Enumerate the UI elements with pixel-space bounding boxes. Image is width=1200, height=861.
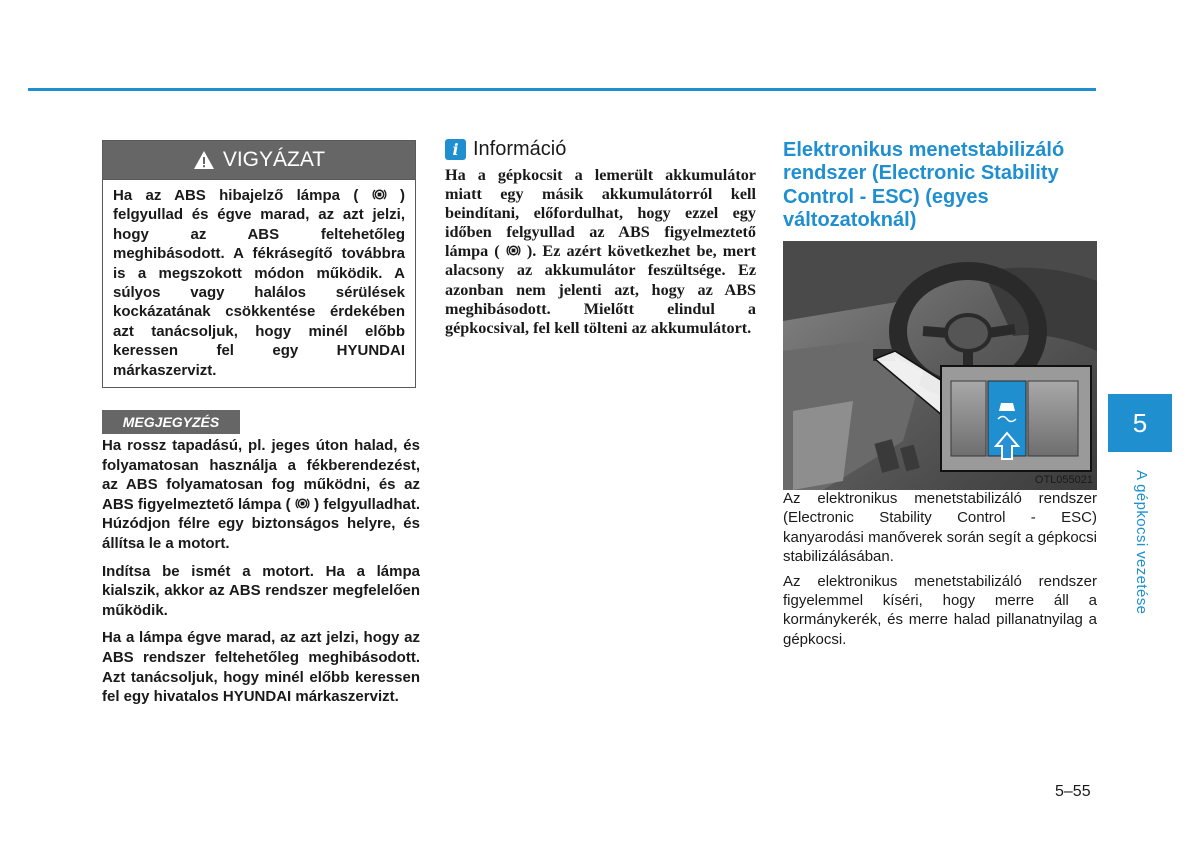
esc-button-photo xyxy=(783,241,1097,490)
note-paragraph: Ha rossz tapadású, pl. jeges úton halad, és folyamatosan használja a fékberendezést, az ABS folyamatosan fog működni, és az ABS figyelmeztető lámpa ( ) felgyulladhat. Húzódjon félre egy biztonságos helyre, és állítsa le a motort. xyxy=(102,437,421,552)
info-title: Információ xyxy=(473,138,567,160)
page-number: 5–55 xyxy=(1055,783,1091,800)
warning-box xyxy=(102,140,416,388)
info-icon: i xyxy=(445,139,466,160)
caption-paragraph: Az elektronikus menetstabilizáló rendszer (Electronic Stability Control - ESC) kanyarodási manőverek során segít a gépkocsi stabilizálásában. xyxy=(783,490,1097,566)
note-label: MEGJEGYZÉS xyxy=(102,410,240,434)
warning-header xyxy=(103,141,415,180)
warning-text: Ha az ABS hibajelző lámpa ( ) felgyullad és égve marad, az azt jelzi, hogy az ABS feltehetőleg meghibásodott. A fékrásegítő továbbra is a megszokott módon működik. A súlyos vagy halálos sérülések kockázatának csökkentése érdekében azt tanácsoljuk, hogy minél előbb keressen fel egy HYUNDAI márkaszervizt. xyxy=(113,187,406,379)
abs-warning-lamp-icon xyxy=(372,187,387,202)
chapter-title: A gépkocsi vezetése xyxy=(1133,470,1150,615)
abs-warning-lamp-icon xyxy=(295,496,310,511)
image-code: OTL055021 xyxy=(1034,474,1093,486)
abs-warning-lamp-icon xyxy=(506,243,521,258)
note-body xyxy=(102,436,420,715)
warning-title: VIGYÁZAT xyxy=(222,148,326,171)
info-header xyxy=(445,138,566,161)
caption-paragraph: Az elektronikus menetstabilizáló rendszer figyelemmel kíséri, hogy merre áll a kormánykerék, és merre halad pillanatnyilag a gépkocsi. xyxy=(783,572,1097,648)
note-paragraph: Ha a lámpa égve marad, az azt jelzi, hogy az ABS rendszer feltehetőleg meghibásodott. Azt tanácsoljuk, hogy minél előbb keressen fel egy hivatalos HYUNDAI márkaszervizt. xyxy=(102,629,420,706)
section-title: Elektronikus menetstabilizáló rendszer (Electronic Stability Control - ESC) (egyes változatoknál) xyxy=(783,139,1065,232)
header-rule xyxy=(28,88,1096,91)
figure-caption xyxy=(783,474,1097,654)
chapter-number-tab: 5 xyxy=(1108,394,1172,452)
warning-icon xyxy=(193,150,215,170)
info-text: Ha a gépkocsit a lemerült akkumulátor miatt egy másik akkumulátorról kell beindítani, előfordulhat, hogy ezzel egy időben felgyullad az ABS figyelmeztető lámpa ( ). Ez azért következhet be, mert alacsony az akkumulátor feszültsége. Ez azonban nem jelenti azt, hogy az ABS meghibásodott. Mielőtt elindul a gépkocsival, fel kell tölteni az akkumulátort. xyxy=(445,166,757,337)
note-paragraph: Indítsa be ismét a motort. Ha a lámpa kialszik, akkor az ABS rendszer megfelelően működik. xyxy=(102,562,420,619)
